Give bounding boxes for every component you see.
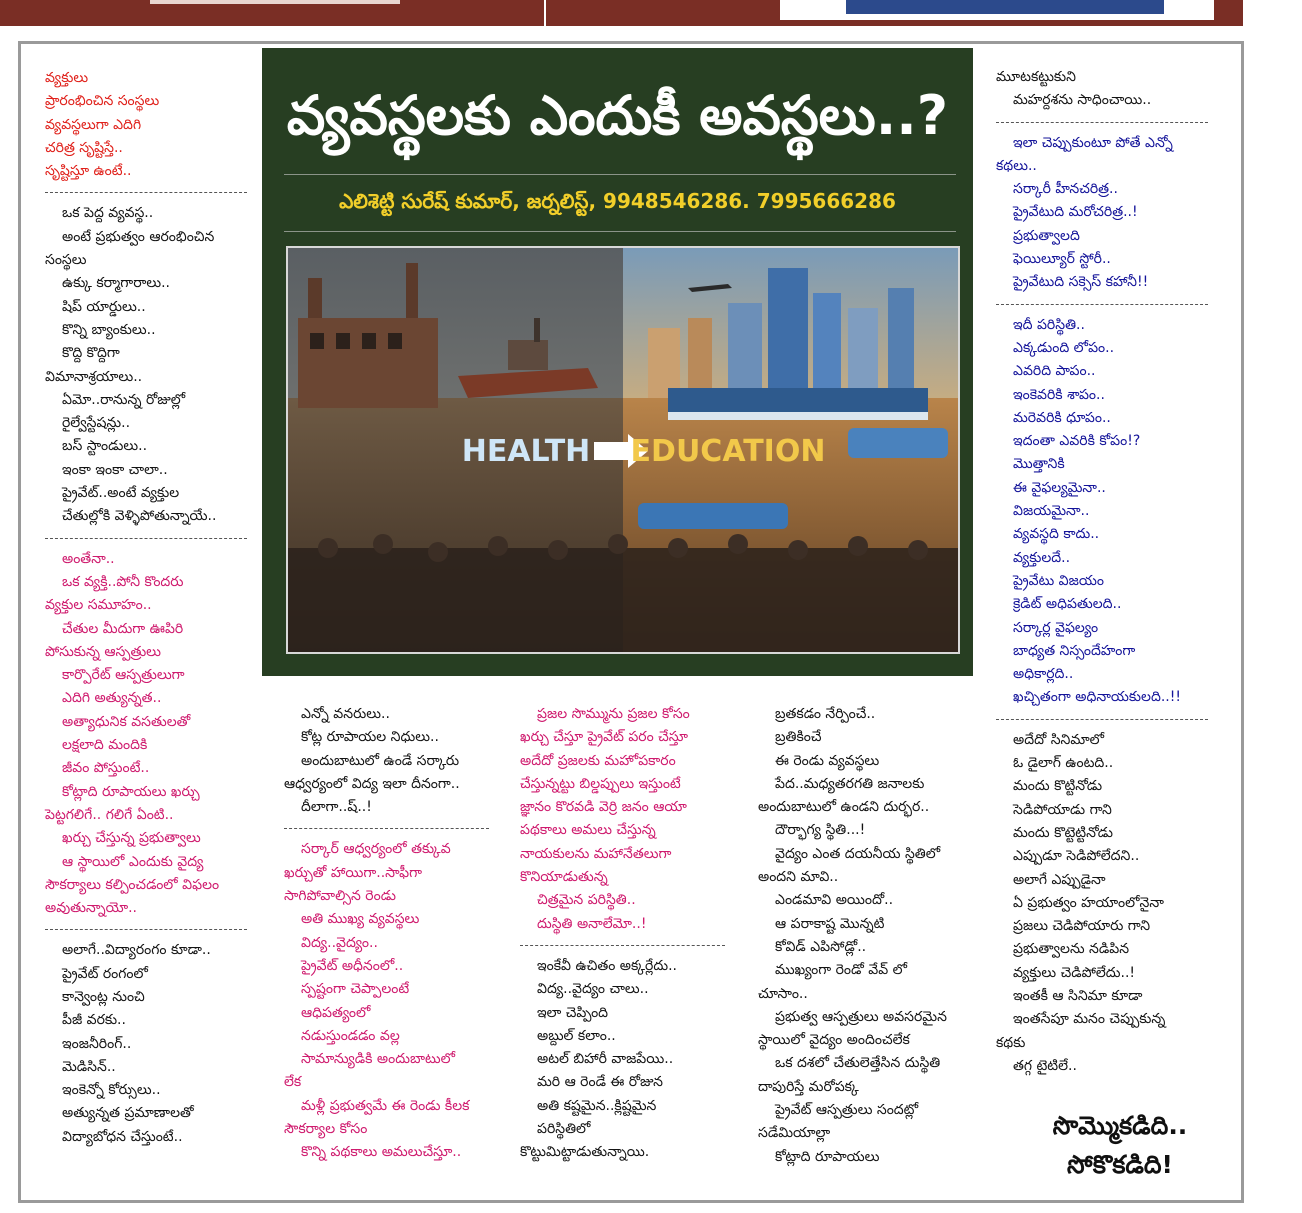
article-line: ఇంకా ఇంకా చాలా.. bbox=[62, 461, 168, 478]
article-line: ప్రైవేటుది సక్సెస్ కహానీ!! bbox=[1013, 274, 1149, 291]
top-blue-band bbox=[846, 0, 1164, 14]
article-line: ప్రారంభించిన సంస్థలు bbox=[45, 93, 160, 110]
article-line: అటల్ బిహారీ వాజపేయి.. bbox=[537, 1051, 674, 1068]
article-line: ప్రభుత్వ ఆస్పత్రులు అవసరమైన bbox=[775, 1008, 947, 1025]
article-line: సంస్థలు bbox=[45, 252, 87, 269]
article-line: సాగిపోవాల్సిన రెండు bbox=[284, 888, 396, 905]
article-line: ఇంజనీరింగ్.. bbox=[62, 1035, 132, 1052]
article-line: ఎవరిది పాపం.. bbox=[1013, 363, 1096, 380]
article-line: ఓ డైలాగ్ ఉంటది.. bbox=[1013, 755, 1114, 772]
masthead-fragment bbox=[150, 0, 400, 4]
article-line: సర్కార్ల వైఫల్యం bbox=[1013, 619, 1099, 636]
article-line: విద్య..వైద్యం చాలు.. bbox=[537, 981, 649, 998]
article-line: పోసుకున్న ఆస్పత్రులు bbox=[45, 643, 161, 660]
article-line: ఫెయిల్యూర్ స్టోరీ.. bbox=[1013, 251, 1111, 268]
article-line: వైద్యం ఎంత దయనీయ స్థితిలో bbox=[775, 845, 941, 862]
article-line: సర్కారీ హీనచరిత్ర.. bbox=[1013, 181, 1118, 198]
article-line: ముఖ్యంగా రెండో వేవ్ లో bbox=[775, 962, 908, 979]
closing-line-2: సోకొకడిది! bbox=[1067, 1150, 1173, 1179]
article-line: కథలు.. bbox=[996, 157, 1037, 174]
article-line: మహర్దశను సాధించాయి.. bbox=[1013, 92, 1152, 109]
article-line: ఇంకెన్నో కోర్సులు.. bbox=[62, 1082, 161, 1099]
article-line: బస్ స్టాండులు.. bbox=[62, 438, 148, 455]
article-line: కార్పొరేట్ ఆస్పత్రులుగా bbox=[62, 667, 185, 684]
article-line: అందుబాటులో ఉండే సర్కారు bbox=[301, 752, 460, 769]
column-3 bbox=[520, 703, 725, 1165]
article-line: అంతేనా.. bbox=[62, 550, 115, 567]
article-line: ప్రభుత్వాలది bbox=[1013, 227, 1080, 244]
dashed-divider bbox=[996, 122, 1208, 123]
article-line: నాయకులను మహానేతలుగా bbox=[520, 845, 672, 862]
article-line: ప్రైవేట్ రంగంలో bbox=[62, 965, 148, 982]
article-line: విద్య..వైద్యం.. bbox=[301, 934, 378, 951]
article-line: ప్రైవేటుది మరోచరిత్ర..! bbox=[1013, 204, 1138, 221]
article-line: మరెవరికి ధూపం.. bbox=[1013, 409, 1111, 426]
article-line: ఎదిగి అత్యున్నత.. bbox=[62, 690, 162, 707]
article-line: అదేదో ప్రజలకు మహోపకారం bbox=[520, 752, 676, 769]
article-line: మళ్లీ ప్రభుత్వమే ఈ రెండు కీలక bbox=[301, 1097, 470, 1114]
article-line: అత్యాధునిక వసతులతో bbox=[62, 713, 191, 730]
article-line: పరిస్థితిలో bbox=[537, 1121, 591, 1138]
closing-line-1: సొమ్మొకడిది.. bbox=[1052, 1111, 1188, 1140]
article-line: మరి ఆ రెండే ఈ రోజున bbox=[537, 1074, 663, 1091]
banner-rule-top bbox=[284, 174, 956, 175]
article-line: సడేమియాల్లా bbox=[758, 1125, 831, 1142]
article-line: అతి ముఖ్య వ్యవస్థలు bbox=[301, 911, 420, 928]
education-label: EDUCATION bbox=[630, 434, 826, 469]
article-line: అందని మావి.. bbox=[758, 869, 839, 886]
article-line: స్పష్టంగా చెప్పాలంటే bbox=[301, 981, 410, 998]
article-line: ఒక వ్యక్తి..పోనీ కొందరు bbox=[62, 573, 184, 590]
article-line: జ్ఞానం కొరవడి వెర్రి జనం ఆయా bbox=[520, 799, 687, 816]
article-line: కోట్లాది రూపాయలు ఖర్చు bbox=[62, 783, 200, 800]
article-line: ఒక దశలో చేతులెత్తేసిన దుస్థితి bbox=[775, 1055, 941, 1072]
article-line: ఇదంతా ఎవరికి కోపం!? bbox=[1013, 433, 1141, 450]
article-line: కొద్ది కొద్దిగా bbox=[62, 345, 120, 362]
article-line: ప్రైవేటు విజయం bbox=[1013, 572, 1104, 589]
article-line: రైల్వేస్టేషన్లు.. bbox=[62, 415, 131, 432]
dashed-divider bbox=[996, 719, 1208, 720]
dashed-divider bbox=[520, 945, 725, 946]
article-line: విమానాశ్రయాలు.. bbox=[45, 368, 143, 385]
article-line: సామాన్యుడికి అందుబాటులో bbox=[301, 1051, 456, 1068]
article-line: కథకు bbox=[996, 1034, 1026, 1051]
article-line: అలాగే ఎప్పుడైనా bbox=[1013, 871, 1106, 888]
article-line: లేక bbox=[284, 1074, 302, 1091]
article-line: పెట్టగలిగే.. గలిగే ఏంటి.. bbox=[45, 806, 174, 823]
article-line: ఇలా చెప్పింది bbox=[537, 1004, 609, 1021]
page-top-bar bbox=[0, 0, 1243, 26]
article-line: చేతుల మీదుగా ఊపిరి bbox=[62, 620, 184, 637]
article-line: దౌర్భాగ్య స్థితి...! bbox=[775, 822, 866, 839]
article-line: బ్రతికించే bbox=[775, 729, 822, 746]
article-line: క్రెడిట్ అధిపతులది.. bbox=[1013, 596, 1122, 613]
article-line: ఆ పరాకాష్ట మొన్నటి bbox=[775, 915, 885, 932]
article-line: ఎన్నో వనరులు.. bbox=[301, 706, 390, 722]
dashed-divider bbox=[45, 929, 247, 930]
article-line: అలాగే..విద్యారంగం కూడా.. bbox=[62, 942, 211, 959]
article-line: దుస్థితి అనాలేమో..! bbox=[537, 915, 647, 932]
article-line: సెడిపోయాడు గాని bbox=[1013, 801, 1112, 818]
article-line: వ్యక్తులు చెడిపోలేదు..! bbox=[1013, 964, 1136, 981]
article-line: కోవిడ్ ఎపిసోడ్లో.. bbox=[775, 938, 867, 955]
article-line: కోట్లాది రూపాయలు bbox=[775, 1148, 880, 1165]
article-line: చేస్తున్నట్టు బిల్డప్పులు ఇస్తుంటే bbox=[520, 775, 681, 792]
article-line: ఎండమావి అయిందో.. bbox=[775, 892, 894, 909]
article-line: మూటకట్టుకుని bbox=[996, 69, 1076, 85]
article-line: నడుస్తుండడం వల్ల bbox=[301, 1027, 400, 1044]
column-2 bbox=[284, 703, 489, 1165]
article-line: ఖర్చు చేస్తున్న ప్రభుత్వాలు bbox=[62, 830, 201, 847]
article-line: అందుబాటులో ఉండని దుర్భర.. bbox=[758, 799, 930, 816]
byline: ఎలిశెట్టి సురేష్ కుమార్, జర్నలిస్ట్, 9948546286. 7995666286 bbox=[339, 189, 896, 213]
headline-banner bbox=[262, 48, 973, 676]
article-line: షిప్ యార్డులు.. bbox=[62, 298, 146, 315]
article-line: కాన్వెంట్ల నుంచి bbox=[62, 988, 145, 1005]
column-5 bbox=[996, 66, 1208, 1078]
article-line: విద్యాబోధన చేస్తుంటే.. bbox=[62, 1128, 183, 1145]
dashed-divider bbox=[45, 192, 247, 193]
article-line: మొత్తానికి bbox=[1013, 456, 1065, 473]
article-line: ఇంతకీ ఆ సినిమా కూడా bbox=[1013, 987, 1143, 1004]
top-bar-separator bbox=[544, 0, 546, 26]
article-line: చరిత్ర సృష్టిస్తే.. bbox=[45, 139, 123, 156]
article-line: మెడిసిన్.. bbox=[62, 1058, 116, 1075]
dashed-divider bbox=[284, 828, 489, 829]
article-line: ఆ స్థాయిలో ఎందుకు వైద్య bbox=[62, 853, 204, 870]
article-line: ప్రజలు చెడిపోయారు గాని bbox=[1013, 918, 1151, 935]
article-line: ఈ రెండు వ్యవస్థలు bbox=[775, 752, 880, 769]
article-line: అధికార్లది.. bbox=[1013, 666, 1074, 683]
article-line: దాపురిస్తే మరోపక్క bbox=[758, 1078, 859, 1095]
article-line: మందు కొట్టినోడు bbox=[1013, 778, 1103, 795]
article-line: కొట్టుమిట్టాడుతున్నాయి. bbox=[520, 1144, 650, 1161]
column-4 bbox=[758, 703, 947, 1169]
article-line: వ్యక్తులదే.. bbox=[1013, 549, 1071, 566]
article-line: ఆధ్వర్యంలో విద్య ఇలా దీనంగా.. bbox=[284, 775, 460, 792]
article-line: ఒక పెద్ద వ్యవస్థ.. bbox=[62, 205, 154, 222]
article-line: మందు కొట్టెట్టినోడు bbox=[1013, 824, 1113, 841]
article-line: చేతుల్లోకి వెళ్ళిపోతున్నాయే.. bbox=[62, 508, 217, 525]
article-line: కోట్ల రూపాయల నిధులు.. bbox=[301, 729, 439, 746]
article-line: పీజీ వరకు.. bbox=[62, 1012, 126, 1029]
article-line: అంటే ప్రభుత్వం ఆరంభించిన bbox=[62, 228, 215, 245]
article-line: సర్కార్ ఆధ్వర్యంలో తక్కువ bbox=[301, 841, 451, 858]
article-line: ఖర్చు చేస్తూ ప్రైవేట్ పరం చేస్తూ bbox=[520, 729, 688, 746]
article-line: ప్రైవేట్ అధీనంలో.. bbox=[301, 957, 404, 974]
headline: వ్యవస్థలకు ఎందుకీ అవస్థలు..? bbox=[286, 84, 949, 147]
column-1 bbox=[45, 67, 247, 1149]
article-line: అబ్దుల్ కలాం.. bbox=[537, 1027, 616, 1044]
article-line: అతి కష్టమైన..క్లిష్టమైన bbox=[537, 1097, 657, 1114]
article-line: ప్రజల సొమ్మును ప్రజల కోసం bbox=[537, 706, 690, 722]
article-line: చిత్రమైన పరిస్థితి.. bbox=[537, 892, 636, 909]
article-line: ఎప్పుడూ సెడిపోలేదని.. bbox=[1013, 848, 1140, 865]
article-line: ప్రైవేట్ ఆస్పత్రులు సందట్లో bbox=[775, 1102, 919, 1119]
article-line: పేద..మధ్యతరగతి జనాలకు bbox=[775, 775, 925, 792]
article-line: ఇదీ పరిస్థితి.. bbox=[1013, 316, 1085, 333]
article-line: పథకాలు అమలు చేస్తున్న bbox=[520, 822, 656, 839]
article-line: సౌకర్యాల కోసం bbox=[284, 1121, 368, 1138]
article-line: ప్రభుత్వాలను నడిపిన bbox=[1013, 941, 1130, 958]
article-line: ఇంకేవీ ఉచితం అక్కర్లేదు.. bbox=[537, 957, 677, 974]
article-line: అత్యున్నత ప్రమాణాలతో bbox=[62, 1105, 194, 1122]
illustration-health-education bbox=[286, 246, 960, 654]
article-line: ఆధిపత్యంలో bbox=[301, 1004, 371, 1021]
article-line: ఖచ్చితంగా అధినాయకులది..!! bbox=[1013, 689, 1181, 706]
article-line: ఇంకెవరికి శాపం.. bbox=[1013, 386, 1105, 403]
article-line: ఏమో..రానున్న రోజుల్లో bbox=[62, 391, 186, 408]
article-line: ఉక్కు కర్మాగారాలు.. bbox=[62, 275, 170, 292]
article-line: అవుతున్నాయో.. bbox=[45, 900, 137, 917]
article-line: బ్రతకడం నేర్పించే.. bbox=[775, 706, 876, 722]
article-line: బాధ్యత నిస్సందేహంగా bbox=[1013, 642, 1136, 659]
article-line: లక్షలాది మందికి bbox=[62, 737, 148, 754]
article-line: విజయమైనా.. bbox=[1013, 503, 1090, 520]
article-line: ఇలా చెప్పుకుంటూ పోతే ఎన్నో bbox=[1013, 134, 1173, 151]
dashed-divider bbox=[45, 538, 247, 539]
article-line: సృష్టిస్తూ ఉంటే.. bbox=[45, 163, 132, 180]
article-line: చూసాం.. bbox=[758, 985, 808, 1002]
article-line: వ్యక్తులు bbox=[45, 70, 89, 86]
dashed-divider bbox=[996, 304, 1208, 305]
article-line: వ్యవస్థది కాదు.. bbox=[1013, 526, 1100, 543]
health-label: HEALTH bbox=[461, 434, 591, 469]
article-line: వ్యవస్థలుగా ఎదిగి bbox=[45, 116, 142, 133]
article-line: ఖర్చుతో హాయిగా..సాఫీగా bbox=[284, 864, 423, 881]
article-line: స్థాయిలో వైద్యం అందించలేక bbox=[758, 1032, 910, 1049]
article-line: దీలాగా..ష్..! bbox=[301, 799, 372, 816]
crowd bbox=[288, 534, 958, 652]
article-line: తగ్గ టైటిలే.. bbox=[1013, 1057, 1077, 1074]
article-line: ప్రైవేట్..అంటే వ్యక్తుల bbox=[62, 485, 180, 502]
article-line: కొన్ని పథకాలు అమలుచేస్తూ.. bbox=[301, 1144, 462, 1161]
article-line: కొన్ని బ్యాంకులు.. bbox=[62, 321, 156, 338]
article-line: జీవం పోస్తుంటే.. bbox=[62, 760, 150, 777]
article-line: ఎక్కడుంది లోపం.. bbox=[1013, 339, 1115, 356]
article-line: వ్యక్తుల సమూహం.. bbox=[45, 597, 152, 614]
article-line: ఏ ప్రభుత్వం హయాంలోనైనా bbox=[1013, 894, 1164, 911]
banner-rule-bottom bbox=[284, 231, 956, 232]
article-line: ఇంతసేపూ మనం చెప్పుకున్న bbox=[1013, 1011, 1166, 1028]
article-line: సౌకర్యాలు కల్పించడంలో విఫలం bbox=[45, 876, 220, 893]
article-line: ఈ వైఫల్యమైనా.. bbox=[1013, 479, 1106, 496]
article-line: అదేదో సినిమాలో bbox=[1013, 731, 1105, 748]
article-line: కొనియాడుతున్న bbox=[520, 869, 608, 886]
